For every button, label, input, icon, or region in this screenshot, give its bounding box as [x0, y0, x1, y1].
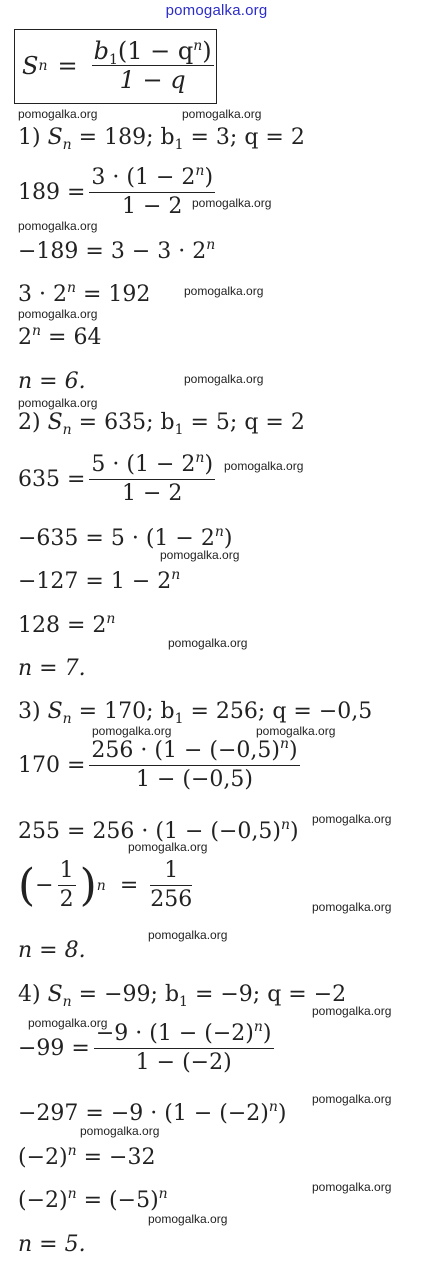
p4-l1-sup: n	[253, 1019, 263, 1035]
p2-number: 2)	[18, 410, 48, 435]
p1-b-sub: 1	[174, 137, 184, 153]
p4-l1-lhs: −99 =	[18, 1035, 90, 1061]
p4-given: = −99; b	[71, 982, 180, 1007]
p1-l3-text: 3 · 2	[18, 282, 67, 307]
p1-l1-den: 1 − 2	[122, 194, 183, 219]
formula-num-sup: n	[193, 38, 203, 54]
p1-line-4	[18, 325, 101, 351]
p2-header	[18, 410, 305, 436]
p4-l3-sup: n	[67, 1143, 77, 1159]
p1-header	[18, 125, 305, 151]
p3-given: = 170; b	[71, 699, 175, 724]
p2-line-1	[18, 452, 219, 507]
p4-number: 4)	[18, 982, 48, 1007]
p2-l1-lhs: 635 =	[18, 466, 86, 492]
p1-l1-fraction	[89, 165, 215, 220]
p3-l3-rnum: 1	[150, 858, 192, 886]
watermark: pomogalka.org	[148, 928, 228, 942]
p1-l1-num: 3 · (1 − 2	[91, 165, 196, 190]
watermark: pomogalka.org	[184, 372, 264, 386]
watermark: pomogalka.org	[18, 107, 98, 121]
p4-l1-den: 1 − (−2)	[135, 1050, 232, 1075]
p3-l1-fraction	[89, 738, 299, 793]
p1-line-1	[18, 165, 219, 220]
p4-l1-close: )	[262, 1021, 272, 1046]
p2-given: = 635; b	[71, 410, 175, 435]
watermark: pomogalka.org	[18, 219, 98, 233]
p4-l3-rest: = −32	[76, 1145, 156, 1170]
p3-s: S	[47, 699, 63, 724]
p3-line-1	[18, 738, 304, 793]
p4-l1-num: −9 · (1 − (−2)	[95, 1021, 254, 1046]
p2-l1-close: )	[204, 452, 214, 477]
p2-l1-sup: n	[195, 450, 205, 466]
p1-l3-rest: = 192	[76, 282, 151, 307]
p4-line-4	[18, 1188, 168, 1214]
p4-answer: n = 5.	[18, 1232, 86, 1257]
p3-l2-rest: )	[290, 819, 299, 844]
p3-s-sub: n	[62, 711, 72, 727]
watermark: pomogalka.org	[312, 1004, 392, 1018]
p1-given: = 189; b	[71, 125, 175, 150]
p4-l4-rest: = (−5)	[76, 1188, 159, 1213]
p1-l4-rest: = 64	[41, 325, 102, 350]
p2-l1-num: 5 · (1 − 2	[91, 452, 196, 477]
p1-l1-sup: n	[195, 163, 205, 179]
p1-l3-sup: n	[66, 280, 77, 296]
formula-num-sub: 1	[108, 52, 118, 68]
p1-l4-sup: n	[32, 323, 42, 339]
p2-given-2: = 5; q = 2	[183, 410, 305, 435]
watermark: pomogalka.org	[148, 1212, 228, 1226]
p4-l4-sup: n	[67, 1186, 77, 1202]
watermark: pomogalka.org	[92, 724, 172, 738]
p4-l2-text: −297 = −9 · (1 − (−2)	[18, 1101, 269, 1126]
p3-l1-den: 1 − (−0,5)	[136, 767, 254, 792]
watermark: pomogalka.org	[80, 1124, 160, 1138]
p3-l3-den: 2	[59, 887, 74, 912]
p3-header	[18, 699, 372, 725]
watermark: pomogalka.org	[128, 840, 208, 854]
formula-fraction	[92, 38, 214, 93]
p1-number: 1)	[18, 125, 48, 150]
watermark: pomogalka.org	[256, 724, 336, 738]
p3-answer: n = 8.	[18, 938, 86, 963]
p2-l4-sup: n	[106, 611, 116, 627]
p2-l3-text: −127 = 1 − 2	[18, 569, 172, 594]
watermark: pomogalka.org	[312, 1092, 392, 1106]
p2-l4-text: 128 = 2	[18, 613, 107, 638]
p3-l3-minus: −	[35, 872, 54, 898]
p3-line-3: ( − $\frac{1}{2}$ ) n = $\frac{1}{256}$	[18, 858, 193, 912]
watermark: pomogalka.org	[184, 284, 264, 298]
p3-b-sub: 1	[174, 711, 184, 727]
p1-line-3	[18, 282, 150, 308]
p2-b-sub: 1	[174, 422, 184, 438]
p4-l2-sup: n	[268, 1099, 278, 1115]
p3-given-2: = 256; q = −0,5	[183, 699, 373, 724]
p3-l2-sup: n	[280, 817, 290, 833]
p1-s: S	[47, 125, 63, 150]
p3-l3-rden: 256	[150, 887, 193, 912]
p2-s-sub: n	[62, 422, 72, 438]
p4-l3-text: (−2)	[18, 1145, 68, 1170]
p2-line-3	[18, 569, 180, 595]
formula-eq: =	[57, 51, 78, 80]
p4-l4-text: (−2)	[18, 1188, 68, 1213]
p4-line-3	[18, 1145, 156, 1171]
p2-l1-den: 1 − 2	[122, 481, 183, 506]
p2-line-4	[18, 613, 115, 639]
right-paren: )	[79, 859, 97, 911]
p3-l3-fraction-right	[150, 858, 192, 913]
watermark: pomogalka.org	[168, 636, 248, 650]
watermark: pomogalka.org	[28, 1016, 108, 1030]
p1-l1-close: )	[204, 165, 214, 190]
p3-l1-num: 256 · (1 − (−0,5)	[91, 738, 280, 763]
p4-l4-sup2: n	[158, 1186, 168, 1202]
watermark: pomogalka.org	[160, 548, 240, 562]
p1-l2-text: −189 = 3 − 3 · 2	[18, 239, 207, 264]
p2-answer: n = 7.	[18, 656, 86, 681]
left-paren: (	[18, 859, 36, 911]
p3-l1-lhs: 170 =	[18, 752, 86, 778]
p1-s-sub: n	[62, 137, 72, 153]
formula-num-b: b	[93, 37, 109, 65]
formula-num-close: )	[202, 37, 212, 65]
p4-s-sub: n	[62, 994, 72, 1010]
p2-l1-fraction	[89, 452, 215, 507]
p1-answer: n = 6.	[18, 369, 86, 394]
p4-l2-rest: )	[277, 1101, 287, 1126]
watermark: pomogalka.org	[18, 396, 98, 410]
formula-num-rest: (1 − q	[117, 37, 194, 65]
p1-given-2: = 3; q = 2	[183, 125, 305, 150]
sum-formula: S n = $\frac{b_1(1 - q^n)}{1 - q}$	[22, 37, 212, 94]
p4-b-sub: 1	[179, 994, 188, 1010]
p3-l3-num: 1	[58, 858, 76, 886]
p2-l2-text: −635 = 5 · (1 − 2	[18, 526, 215, 551]
watermark: pomogalka.org	[312, 1180, 392, 1194]
watermark: pomogalka.org	[192, 196, 272, 210]
p4-s: S	[47, 982, 63, 1007]
p1-l1-lhs: 189 =	[18, 179, 86, 205]
p1-line-2	[18, 239, 215, 265]
watermark: pomogalka.org	[18, 307, 98, 321]
p2-l2-rest: )	[223, 526, 233, 551]
p3-l2-text: 255 = 256 · (1 − (−0,5)	[18, 819, 281, 844]
p2-l2-sup: n	[214, 524, 224, 540]
p3-l3-fraction-half	[58, 858, 76, 913]
p4-l1-fraction	[94, 1021, 274, 1076]
p3-l1-sup: n	[279, 736, 290, 752]
p1-l4-text: 2	[18, 325, 32, 350]
p3-l3-eq: =	[119, 872, 139, 898]
p3-l1-close: )	[289, 738, 298, 763]
watermark: pomogalka.org	[312, 900, 392, 914]
watermark: pomogalka.org	[312, 812, 392, 826]
site-header[interactable]: pomogalka.org	[165, 2, 268, 19]
p2-l3-sup: n	[171, 567, 181, 583]
watermark: pomogalka.org	[182, 107, 262, 121]
p3-number: 3)	[18, 699, 48, 724]
p2-s: S	[47, 410, 63, 435]
p1-l2-sup: n	[206, 237, 216, 253]
formula-lhs: S	[22, 51, 39, 80]
p4-given-2: = −9; q = −2	[187, 982, 347, 1007]
p4-header	[18, 982, 346, 1008]
watermark: pomogalka.org	[224, 459, 304, 473]
formula-denominator: 1 − q	[119, 66, 186, 94]
